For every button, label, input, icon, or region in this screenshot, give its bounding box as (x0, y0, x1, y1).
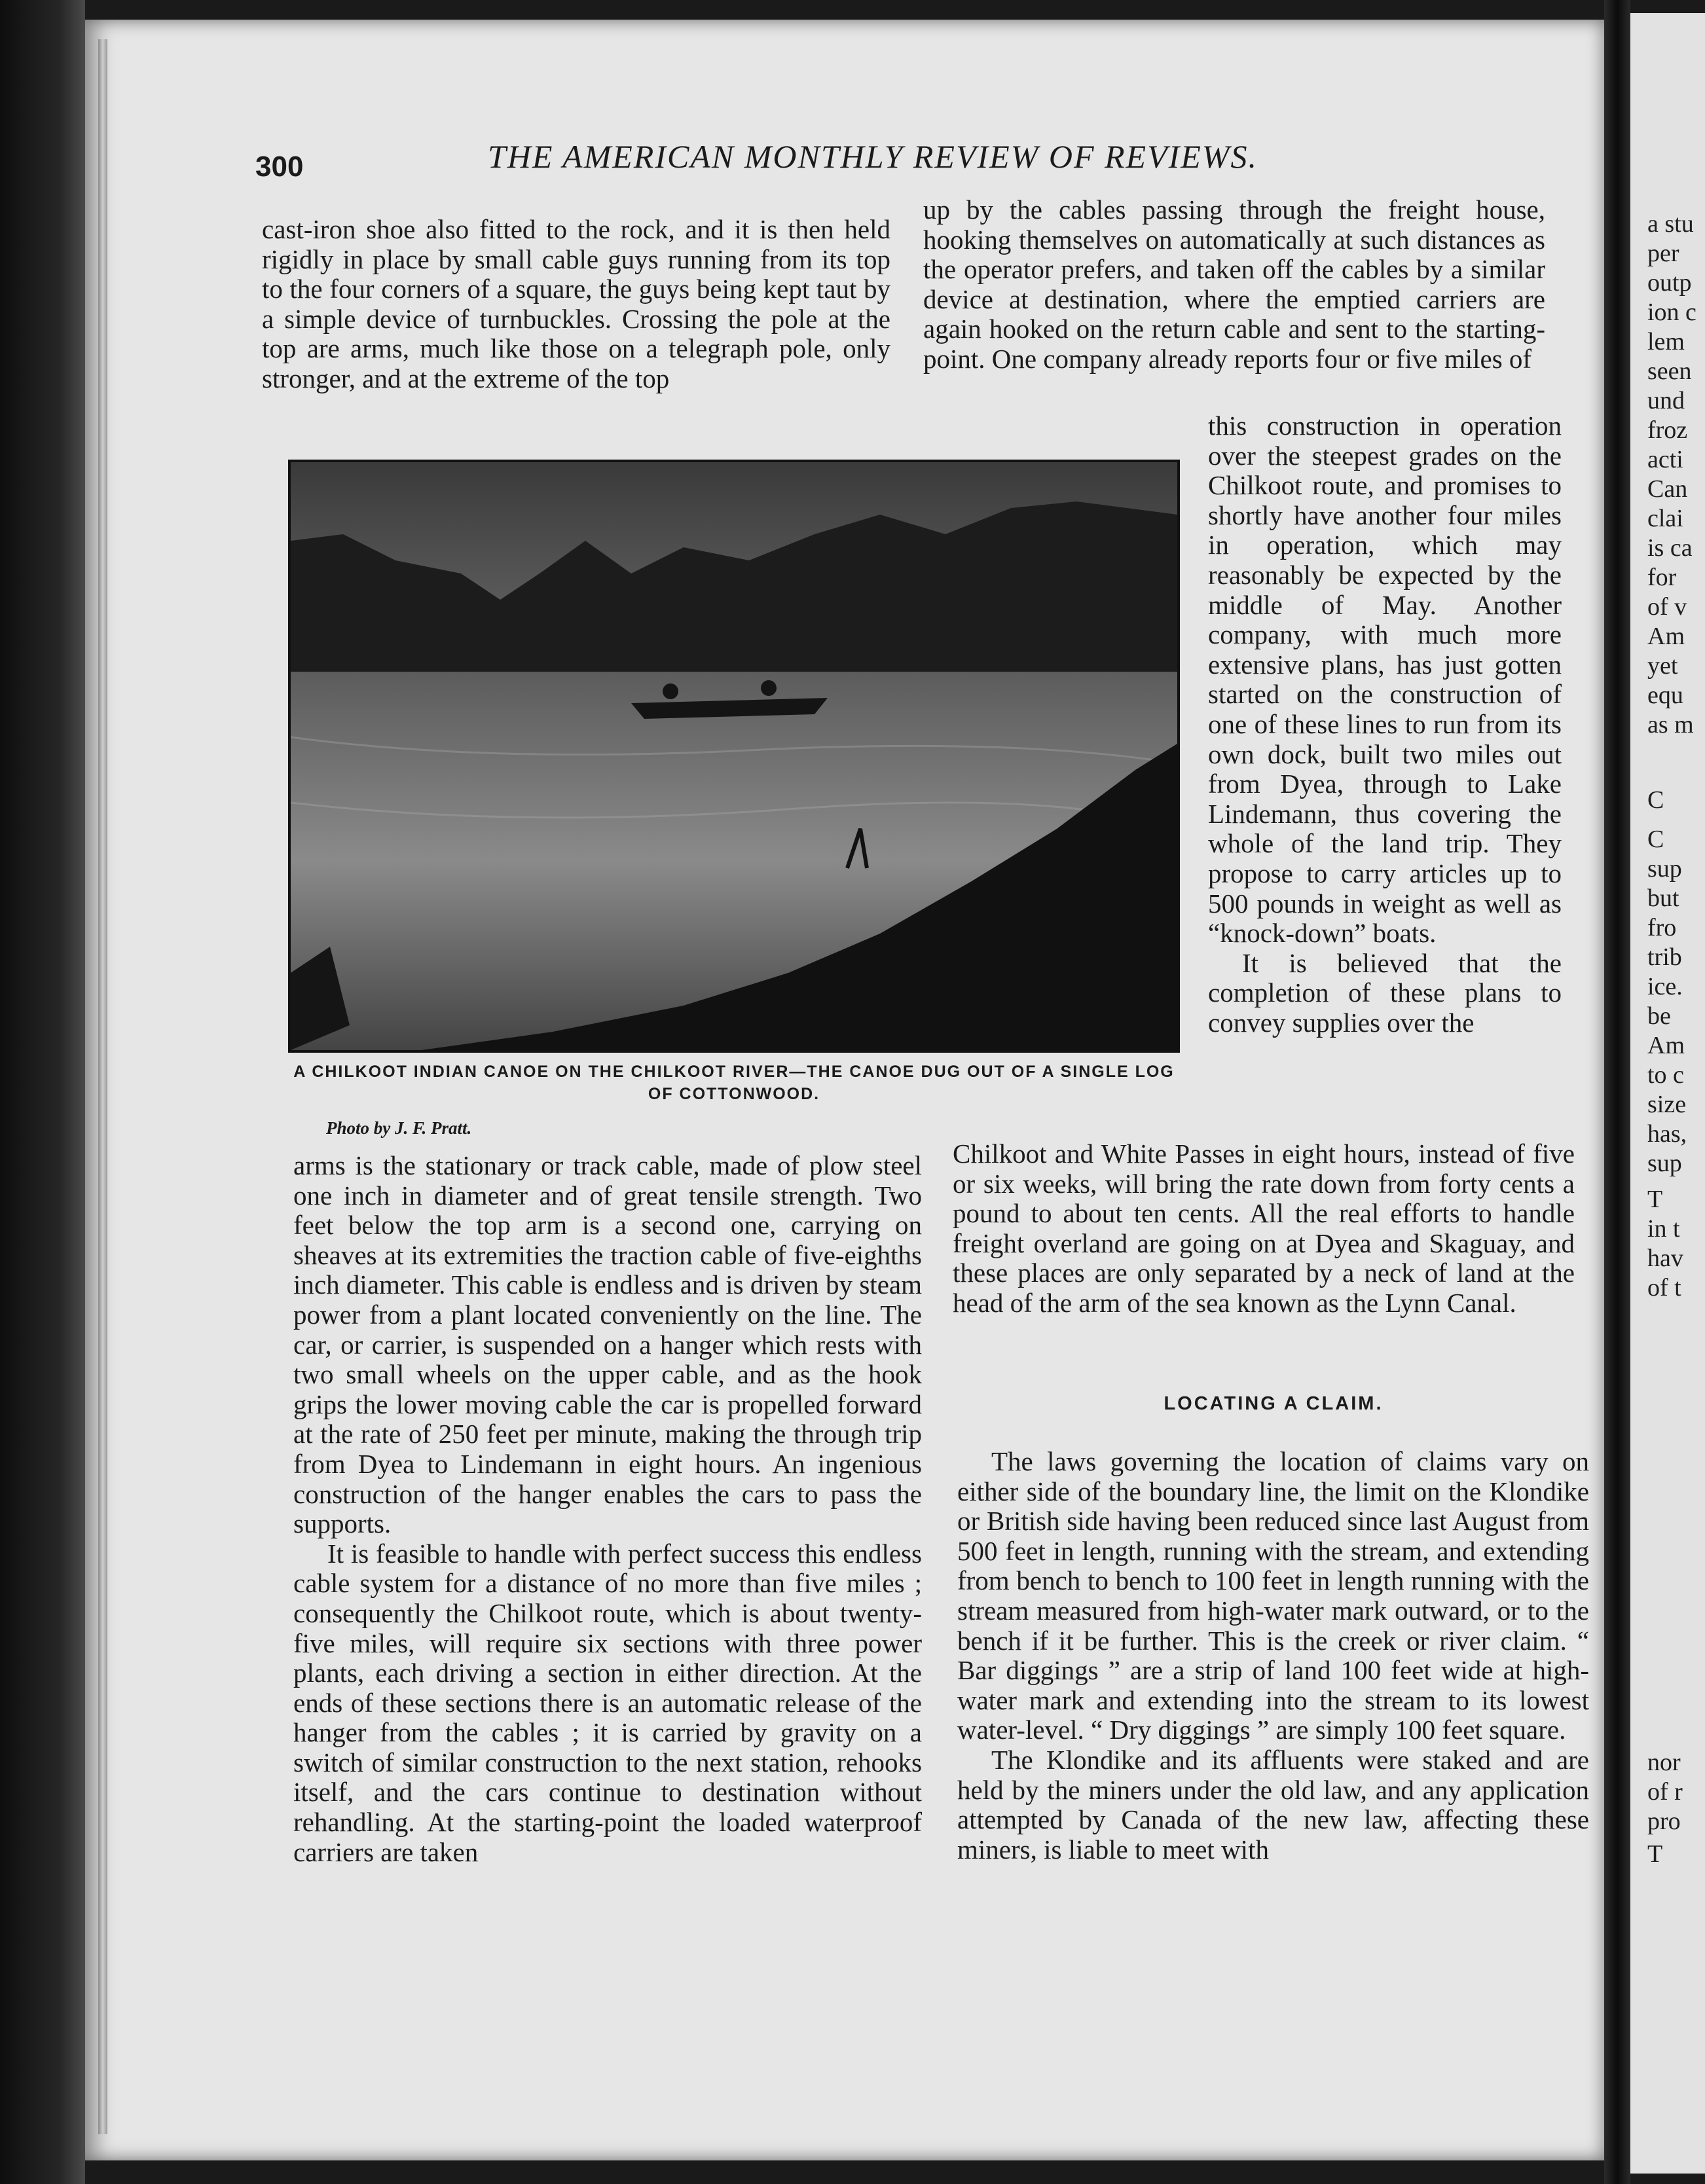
facing-page-text-fragment: Am (1647, 1032, 1685, 1059)
column-left-bottom (293, 1151, 922, 1867)
paragraph: It is feasible to handle with perfect success this endless cable system for a distance of no more than five miles ; consequently the Chilkoot route, which is about twenty-five miles, will require six sections with three power plants, each driving a section in either direction. At the ends of these sections there is an automatic release of the hanger from the cables ; it is carried by gravity on a switch of similar construction to the next station, rehooks itself, and the cars continue to destination without rehandling. At the starting-point the loaded waterproof carriers are taken (293, 1538, 922, 1867)
paragraph: arms is the stationary or track cable, made of plow steel one inch in diameter and of great tensile strength. Two feet below the top arm is a second one, carrying on sheaves at its extremities the traction cable of five-eighths inch diameter. This cable is endless and is driven by steam power from a plant located conveniently on the line. The car, or carrier, is suspended on a hanger which rests with two small wheels on the upper cable, and as the hook grips the lower moving cable the car is propelled forward at the rate of 250 feet per minute, making the through trip from Dyea to Lindemann in eight hours. An ingenious construction of the hanger enables the cars to pass the supports. (293, 1150, 922, 1539)
facing-page-text-fragment: acti (1647, 446, 1683, 473)
facing-page-text-fragment: ion c (1647, 299, 1696, 326)
facing-page-text-fragment: be (1647, 1002, 1671, 1030)
facing-page-text-fragment: C (1647, 826, 1664, 853)
facing-page-text-fragment: outp (1647, 269, 1692, 297)
facing-page-text-fragment: for (1647, 564, 1677, 591)
facing-page-text-fragment: but (1647, 884, 1679, 912)
facing-page-text-fragment: of t (1647, 1274, 1681, 1301)
paragraph-continued: Chilkoot and White Passes in eight hours, instead of five or six weeks, will bring the rate down from forty cents a pound to about ten cents. All the real efforts to handle freight overland are going on at Dyea and Skaguay, and these places are only separated by a neck of land at the head of the arm of the sea known as the Lynn Canal. (953, 1138, 1575, 1318)
journal-title: THE AMERICAN MONTHLY REVIEW OF REVIEWS. (488, 138, 1258, 175)
column-right-top (923, 195, 1545, 374)
facing-page-text-fragment: seen (1647, 357, 1692, 385)
facing-page-text-fragment: sup (1647, 1150, 1682, 1177)
facing-page-text-fragment: und (1647, 387, 1685, 414)
facing-page-text-fragment: is ca (1647, 534, 1693, 562)
column-right-section (957, 1447, 1589, 1865)
facing-page-fragment (1630, 13, 1705, 2174)
facing-page-text-fragment: ice. (1647, 973, 1683, 1000)
facing-page-text-fragment: as m (1647, 711, 1694, 738)
facing-page-text-fragment: Can (1647, 475, 1688, 503)
paragraph-continued: up by the cables passing through the freight house, hooking themselves on automatically at such distances as the operator prefers, and taken off the cables by a similar device at destination, where the emptied carriers are again hooked on the return cable and sent to the starting-point. One company already reports four or five miles of (923, 194, 1545, 374)
section-heading: LOCATING A CLAIM. (1164, 1393, 1384, 1414)
facing-page-text-fragment: trib (1647, 943, 1682, 971)
figure-caption: A CHILKOOT INDIAN CANOE ON THE CHILKOOT RIVER—THE CANOE DUG OUT OF A SINGLE LOG OF COTTONWOOD. (293, 1063, 1175, 1103)
facing-page-text-fragment: equ (1647, 682, 1683, 709)
facing-page-text-fragment: a stu (1647, 210, 1694, 238)
facing-page-text-fragment: fro (1647, 914, 1677, 941)
facing-page-text-fragment: of v (1647, 593, 1687, 621)
facing-page-text-fragment: Am (1647, 623, 1685, 650)
facing-page-text-fragment: froz (1647, 416, 1688, 444)
facing-page-text-fragment: has, (1647, 1120, 1687, 1148)
facing-page-text-fragment: yet (1647, 652, 1678, 680)
facing-page-text-fragment: sup (1647, 855, 1682, 883)
paragraph-continued: this construction in operation over the steepest grades on the Chilkoot route, and promises to shortly have another four miles in operation, which may reasonably be expected by the middle of May. Another company, with much more extensive plans, has just gotten started on the construction of one of these lines to run from its own dock, built two miles out from Dyea, through to Lake Lindemann, thus covering the whole of the land trip. They propose to carry articles up to 500 pounds in weight as well as “knock-down” boats. (1208, 410, 1562, 949)
facing-page-text-fragment: hav (1647, 1245, 1683, 1272)
facing-page-text-fragment: C (1647, 786, 1664, 814)
facing-page-text-fragment: T (1647, 1840, 1663, 1868)
column-right-bottom (953, 1139, 1575, 1319)
facing-page-text-fragment: clai (1647, 505, 1683, 532)
column-left-top (262, 215, 890, 394)
facing-page-text-fragment: to c (1647, 1061, 1684, 1089)
chilkoot-canoe-photo (288, 460, 1180, 1053)
facing-page-text-fragment: per (1647, 240, 1679, 267)
facing-page-text-fragment: nor (1647, 1749, 1681, 1776)
book-gutter-left (0, 0, 85, 2184)
facing-page-text-fragment: size (1647, 1091, 1687, 1118)
paragraph: It is believed that the completion of these plans to convey supplies over the (1208, 947, 1562, 1038)
page-edge (98, 39, 107, 2134)
facing-page-text-fragment: pro (1647, 1808, 1681, 1835)
facing-page-text-fragment: lem (1647, 328, 1685, 355)
paragraph-continued: cast-iron shoe also fitted to the rock, and it is then held rigidly in place by small cable guys running from its top to the four corners of a square, the guys being kept taut by a simple device of turnbuckles. Crossing the pole at the top are arms, much like those on a telegraph pole, only stronger, and at the extreme of the top (262, 214, 890, 393)
paragraph: The Klondike and its affluents were staked and are held by the miners under the old law, and any application attempted by Canada of the new law, affecting these miners, is liable to meet with (957, 1744, 1589, 1865)
running-head (255, 124, 1558, 183)
photo-credit: Photo by J. F. Pratt. (326, 1118, 472, 1138)
facing-page-text-fragment: in t (1647, 1215, 1680, 1243)
page-number: 300 (255, 151, 304, 183)
paragraph: The laws governing the location of claims vary on either side of the boundary line, the limit on the Klondike or British side having been reduced since last August from 500 feet in length, running with the stream, and extending from bench to bench to 100 feet in length running with the stream measured from high-water mark outward, or to the bench if it be further. This is the creek or river claim. “ Bar diggings ” are a strip of land 100 feet wide at high-water mark and extending into the stream to its lowest water-level. “ Dry diggings ” are simply 100 feet square. (957, 1446, 1589, 1745)
column-wrap-text (1208, 411, 1562, 1038)
facing-page-text-fragment: T (1647, 1186, 1663, 1213)
facing-page-text-fragment: of r (1647, 1778, 1683, 1806)
book-spine (1604, 0, 1630, 2184)
